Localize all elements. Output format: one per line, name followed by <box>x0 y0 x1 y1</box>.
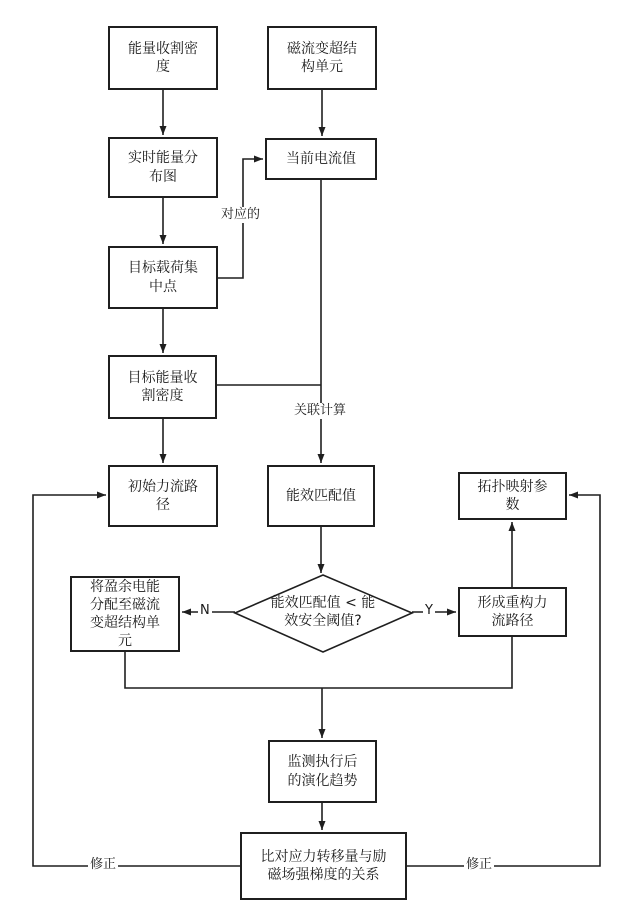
label-yes: Y <box>425 603 433 618</box>
node-topology-params: 拓扑映射参数 <box>458 472 567 520</box>
label-corresponding: 对应的 <box>221 207 261 222</box>
edge-correction-left-feedback <box>33 495 240 866</box>
node-energy-match-value: 能效匹配值 <box>267 465 375 527</box>
node-initial-force-path: 初始力流路径 <box>108 465 218 527</box>
node-current-current-value: 当前电流值 <box>265 138 377 180</box>
label-correction-right: 修正 <box>466 857 493 872</box>
node-monitor-evolution: 监测执行后的演化趋势 <box>268 740 377 803</box>
edge-correction-right-feedback <box>407 495 600 866</box>
node-target-load-point: 目标载荷集中点 <box>108 246 218 309</box>
edge-allocate-to-merge <box>125 652 322 688</box>
node-target-harvest-density: 目标能量收割密度 <box>108 355 217 419</box>
node-mr-metastructure-unit: 磁流变超结构单元 <box>267 26 377 90</box>
label-no: N <box>200 603 210 618</box>
label-correlation-calc: 关联计算 <box>294 403 347 418</box>
node-compare-relation: 比对应力转移量与励磁场强梯度的关系 <box>240 832 407 900</box>
edge-reconstruct-to-merge <box>322 637 512 688</box>
node-decision-label: 能效匹配值 < 能效安全阈值? <box>270 595 376 630</box>
node-reconstructed-path: 形成重构力流路径 <box>458 587 567 637</box>
node-allocate-surplus: 将盈余电能分配至磁流变超结构单元 <box>70 576 180 652</box>
label-correction-left: 修正 <box>90 857 117 872</box>
node-energy-harvest-density: 能量收割密度 <box>108 26 218 90</box>
node-realtime-energy-map: 实时能量分布图 <box>108 137 218 198</box>
